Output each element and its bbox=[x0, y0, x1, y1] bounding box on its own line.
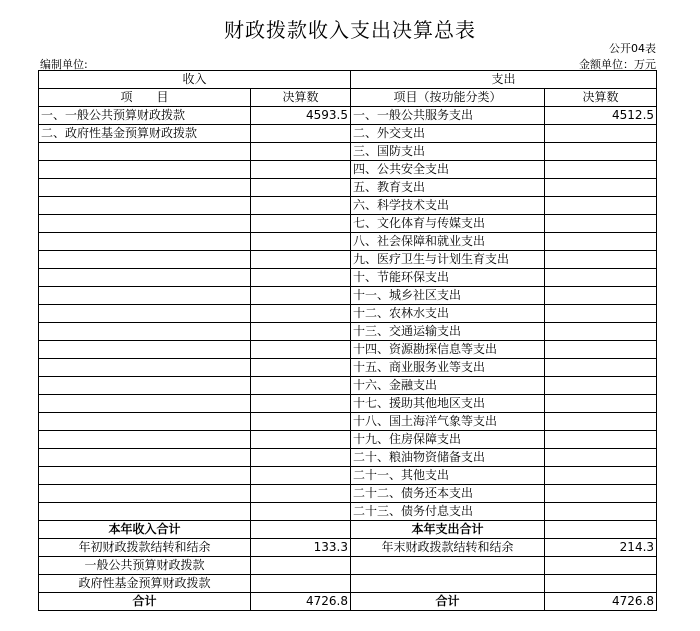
ending-balance-amount: 214.3 bbox=[545, 539, 657, 557]
general-budget-row bbox=[39, 557, 657, 575]
fund-budget-amount bbox=[251, 575, 351, 593]
expense-item-cell: 四、公共安全支出 bbox=[351, 161, 545, 179]
expense-item-cell: 十六、金融支出 bbox=[351, 377, 545, 395]
expense-amount-cell: 4512.5 bbox=[545, 107, 657, 125]
income-amount-cell bbox=[251, 251, 351, 269]
expense-item-cell: 三、国防支出 bbox=[351, 143, 545, 161]
income-amount-cell bbox=[251, 197, 351, 215]
expense-item-cell: 一、一般公共服务支出 bbox=[351, 107, 545, 125]
expense-total-label: 合计 bbox=[351, 593, 545, 611]
expense-amount-cell bbox=[545, 485, 657, 503]
expense-item-cell: 二十三、债务付息支出 bbox=[351, 503, 545, 521]
table-row bbox=[39, 413, 657, 431]
table-row bbox=[39, 143, 657, 161]
income-item-cell bbox=[39, 341, 251, 359]
income-amount-cell bbox=[251, 359, 351, 377]
expense-item-cell: 五、教育支出 bbox=[351, 179, 545, 197]
income-item-cell bbox=[39, 323, 251, 341]
income-item-cell bbox=[39, 359, 251, 377]
expense-amount-cell bbox=[545, 449, 657, 467]
expense-item-cell: 十四、资源勘探信息等支出 bbox=[351, 341, 545, 359]
income-item-cell bbox=[39, 197, 251, 215]
expense-item-cell: 十二、农林水支出 bbox=[351, 305, 545, 323]
income-subtotal-amount bbox=[251, 521, 351, 539]
expense-item-header: 项目（按功能分类） bbox=[351, 89, 545, 107]
expense-subtotal-amount bbox=[545, 521, 657, 539]
income-amount-cell bbox=[251, 179, 351, 197]
expense-amount-header: 决算数 bbox=[545, 89, 657, 107]
table-row bbox=[39, 233, 657, 251]
income-item-header: 项 目 bbox=[39, 89, 251, 107]
income-amount-cell bbox=[251, 467, 351, 485]
compiling-unit-label: 编制单位: bbox=[40, 58, 88, 71]
expense-item-cell: 十三、交通运输支出 bbox=[351, 323, 545, 341]
table-row bbox=[39, 341, 657, 359]
table-row bbox=[39, 269, 657, 287]
income-item-cell bbox=[39, 485, 251, 503]
income-item-cell bbox=[39, 269, 251, 287]
income-amount-cell bbox=[251, 143, 351, 161]
table-row bbox=[39, 395, 657, 413]
income-header: 收入 bbox=[39, 71, 351, 89]
expense-amount-cell bbox=[545, 323, 657, 341]
general-budget-amount bbox=[251, 557, 351, 575]
expense-amount-cell bbox=[545, 251, 657, 269]
income-item-cell bbox=[39, 287, 251, 305]
empty-cell bbox=[351, 575, 545, 593]
table-row bbox=[39, 107, 657, 125]
income-item-cell bbox=[39, 161, 251, 179]
expense-item-cell: 七、文化体育与传媒支出 bbox=[351, 215, 545, 233]
income-item-cell bbox=[39, 377, 251, 395]
column-header-row bbox=[39, 89, 657, 107]
expense-item-cell: 二十、粮油物资储备支出 bbox=[351, 449, 545, 467]
expense-item-cell: 十七、援助其他地区支出 bbox=[351, 395, 545, 413]
table-row bbox=[39, 377, 657, 395]
income-amount-cell bbox=[251, 377, 351, 395]
expense-item-cell: 八、社会保障和就业支出 bbox=[351, 233, 545, 251]
beginning-balance-label: 年初财政拨款结转和结余 bbox=[39, 539, 251, 557]
amount-unit-label: 金额单位：万元 bbox=[579, 58, 656, 71]
table-row bbox=[39, 287, 657, 305]
income-amount-cell bbox=[251, 287, 351, 305]
expense-item-cell: 十九、住房保障支出 bbox=[351, 431, 545, 449]
income-amount-cell bbox=[251, 305, 351, 323]
income-item-cell bbox=[39, 503, 251, 521]
expense-item-cell: 九、医疗卫生与计划生育支出 bbox=[351, 251, 545, 269]
table-row bbox=[39, 431, 657, 449]
subtotal-row bbox=[39, 521, 657, 539]
income-amount-cell bbox=[251, 413, 351, 431]
expense-item-cell: 十五、商业服务业等支出 bbox=[351, 359, 545, 377]
table-body bbox=[39, 107, 657, 521]
table-row bbox=[39, 215, 657, 233]
income-item-cell bbox=[39, 251, 251, 269]
expense-header: 支出 bbox=[351, 71, 657, 89]
report-title: 财政拨款收入支出决算总表 bbox=[224, 18, 476, 42]
expense-amount-cell bbox=[545, 377, 657, 395]
expense-item-cell: 十一、城乡社区支出 bbox=[351, 287, 545, 305]
expense-amount-cell bbox=[545, 431, 657, 449]
ending-balance-label: 年末财政拨款结转和结余 bbox=[351, 539, 545, 557]
expense-amount-cell bbox=[545, 215, 657, 233]
budget-summary-table bbox=[38, 70, 657, 611]
expense-amount-cell bbox=[545, 269, 657, 287]
carry-row bbox=[39, 539, 657, 557]
income-item-cell: 一、一般公共预算财政拨款 bbox=[39, 107, 251, 125]
income-amount-cell: 4593.5 bbox=[251, 107, 351, 125]
table-row bbox=[39, 323, 657, 341]
table-row bbox=[39, 449, 657, 467]
table-row bbox=[39, 305, 657, 323]
expense-amount-cell bbox=[545, 287, 657, 305]
total-row bbox=[39, 593, 657, 611]
general-budget-label: 一般公共预算财政拨款 bbox=[39, 557, 251, 575]
form-code: 公开04表 bbox=[609, 42, 656, 55]
table-row bbox=[39, 359, 657, 377]
income-item-cell bbox=[39, 395, 251, 413]
expense-amount-cell bbox=[545, 413, 657, 431]
expense-amount-cell bbox=[545, 125, 657, 143]
income-amount-cell bbox=[251, 233, 351, 251]
expense-item-cell: 十、节能环保支出 bbox=[351, 269, 545, 287]
income-amount-cell bbox=[251, 125, 351, 143]
beginning-balance-amount: 133.3 bbox=[251, 539, 351, 557]
income-amount-cell bbox=[251, 431, 351, 449]
income-amount-cell bbox=[251, 323, 351, 341]
table-row bbox=[39, 503, 657, 521]
income-item-cell bbox=[39, 143, 251, 161]
income-amount-cell bbox=[251, 215, 351, 233]
income-item-cell bbox=[39, 305, 251, 323]
table-row bbox=[39, 161, 657, 179]
income-total-amount: 4726.8 bbox=[251, 593, 351, 611]
expense-amount-cell bbox=[545, 305, 657, 323]
expense-item-cell: 十八、国土海洋气象等支出 bbox=[351, 413, 545, 431]
expense-amount-cell bbox=[545, 395, 657, 413]
section-header-row bbox=[39, 71, 657, 89]
expense-item-cell: 六、科学技术支出 bbox=[351, 197, 545, 215]
expense-amount-cell bbox=[545, 503, 657, 521]
expense-item-cell: 二、外交支出 bbox=[351, 125, 545, 143]
expense-amount-cell bbox=[545, 233, 657, 251]
income-subtotal-label: 本年收入合计 bbox=[39, 521, 251, 539]
table-row bbox=[39, 179, 657, 197]
income-item-cell bbox=[39, 431, 251, 449]
income-item-cell bbox=[39, 413, 251, 431]
expense-amount-cell bbox=[545, 467, 657, 485]
fund-budget-label: 政府性基金预算财政拨款 bbox=[39, 575, 251, 593]
expense-subtotal-label: 本年支出合计 bbox=[351, 521, 545, 539]
income-amount-cell bbox=[251, 503, 351, 521]
table-row bbox=[39, 485, 657, 503]
income-total-label: 合计 bbox=[39, 593, 251, 611]
table-row bbox=[39, 467, 657, 485]
table-row bbox=[39, 197, 657, 215]
expense-amount-cell bbox=[545, 179, 657, 197]
empty-cell bbox=[545, 557, 657, 575]
income-amount-cell bbox=[251, 395, 351, 413]
income-item-cell bbox=[39, 233, 251, 251]
income-amount-cell bbox=[251, 269, 351, 287]
fund-budget-row bbox=[39, 575, 657, 593]
income-amount-cell bbox=[251, 449, 351, 467]
empty-cell bbox=[545, 575, 657, 593]
income-item-cell: 二、政府性基金预算财政拨款 bbox=[39, 125, 251, 143]
expense-amount-cell bbox=[545, 341, 657, 359]
income-item-cell bbox=[39, 467, 251, 485]
expense-total-amount: 4726.8 bbox=[545, 593, 657, 611]
table-row bbox=[39, 125, 657, 143]
table-row bbox=[39, 251, 657, 269]
income-amount-cell bbox=[251, 341, 351, 359]
income-amount-header: 决算数 bbox=[251, 89, 351, 107]
expense-item-cell: 二十二、债务还本支出 bbox=[351, 485, 545, 503]
expense-amount-cell bbox=[545, 197, 657, 215]
expense-amount-cell bbox=[545, 359, 657, 377]
income-item-cell bbox=[39, 449, 251, 467]
income-amount-cell bbox=[251, 161, 351, 179]
income-item-cell bbox=[39, 179, 251, 197]
income-amount-cell bbox=[251, 485, 351, 503]
expense-amount-cell bbox=[545, 161, 657, 179]
income-item-cell bbox=[39, 215, 251, 233]
empty-cell bbox=[351, 557, 545, 575]
expense-item-cell: 二十一、其他支出 bbox=[351, 467, 545, 485]
expense-amount-cell bbox=[545, 143, 657, 161]
